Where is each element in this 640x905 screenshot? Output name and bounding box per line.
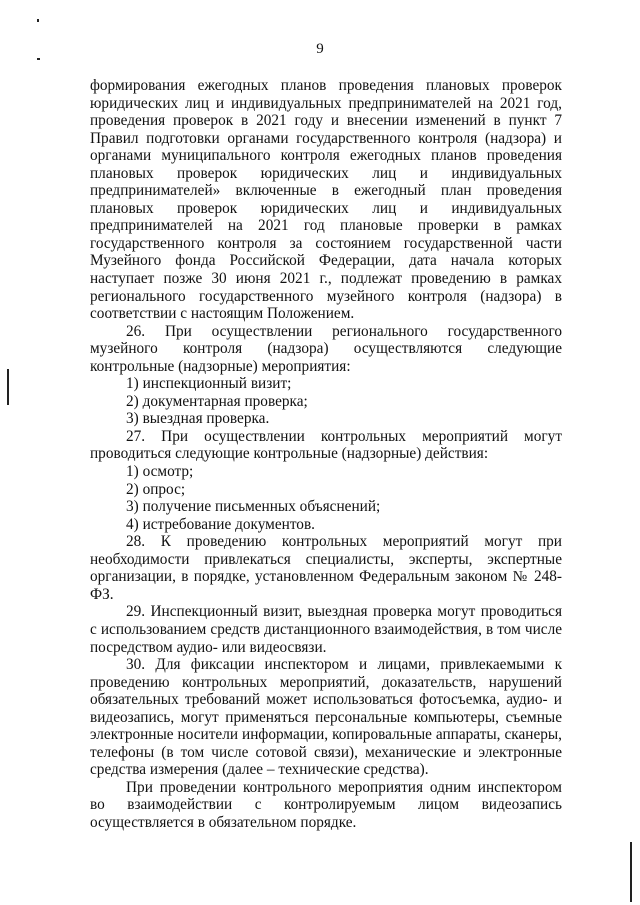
list-item: 3) выездная проверка. xyxy=(126,410,270,428)
scan-mark xyxy=(630,842,632,902)
paragraph-26: 26. При осуществлении регионального государственного музейного контроля (надзора) осуществляются следующие контрольные (надзорные) мероприятия: xyxy=(90,322,562,375)
list-item: 2) опрос; xyxy=(126,480,186,498)
scan-mark xyxy=(7,369,9,405)
scan-mark xyxy=(37,19,39,22)
list-item: 2) документарная проверка; xyxy=(126,392,308,410)
list-item: 1) осмотр; xyxy=(126,463,194,481)
paragraph-27: 27. При осуществлении контрольных мероприятий могут проводиться следующие контрольные (надзорные) действия: xyxy=(90,427,562,463)
paragraph-30: 30. Для фиксации инспектором и лицами, привлекаемыми к проведению контрольных мероприятий, доказательств, нарушений обязательных требований может использоваться фотосъемка, аудио- и видеозапись, могут применяться персональные компьютеры, съемные электронные носители информации, копировальные аппараты, сканеры, телефоны (в том числе сотовой связи), механические и электронные средства измерения (далее – технические средства). xyxy=(90,656,562,779)
list-item: 1) инспекционный визит; xyxy=(126,375,292,393)
paragraph-continuation: формирования ежегодных планов проведения плановых проверок юридических лиц и индивидуальных предпринимателей на 2021 год, проведения проверок в 2021 году и внесении изменений в пункт 7 Правил подготовки органами государственного контроля (надзора) и органами муниципального контроля ежегодных планов проведения плановых проверок юридических лиц и индивидуальных предпринимателей» включенные в ежегодный план проведения плановых проверок юридических лиц и индивидуальных предпринимателей на 2021 год плановые проверки в рамках государственного контроля за состоянием государственной части Музейного фонда Российской Федерации, дата начала которых наступает позже 30 июня 2021 г., подлежат проведению в рамках регионального государственного музейного контроля (надзора) в соответствии с настоящим Положением. xyxy=(90,77,562,323)
document-body xyxy=(90,77,562,832)
page-number: 9 xyxy=(316,41,324,57)
paragraph-28: 28. К проведению контрольных мероприятий могут при необходимости привлекаться специалисты, эксперты, экспертные организации, в порядке, установленном Федеральным законом № 248-ФЗ. xyxy=(90,533,562,603)
paragraph-final: При проведении контрольного мероприятия одним инспектором во взаимодействии с контролируемым лицом видеозапись осуществляется в обязательном порядке. xyxy=(90,778,562,831)
list-item: 3) получение письменных объяснений; xyxy=(126,498,381,516)
paragraph-29: 29. Инспекционный визит, выездная проверка могут проводиться с использованием средств дистанционного взаимодействия, в том числе посредством аудио- или видеосвязи. xyxy=(90,603,562,656)
list-item: 4) истребование документов. xyxy=(126,515,316,533)
scan-mark xyxy=(37,58,40,60)
